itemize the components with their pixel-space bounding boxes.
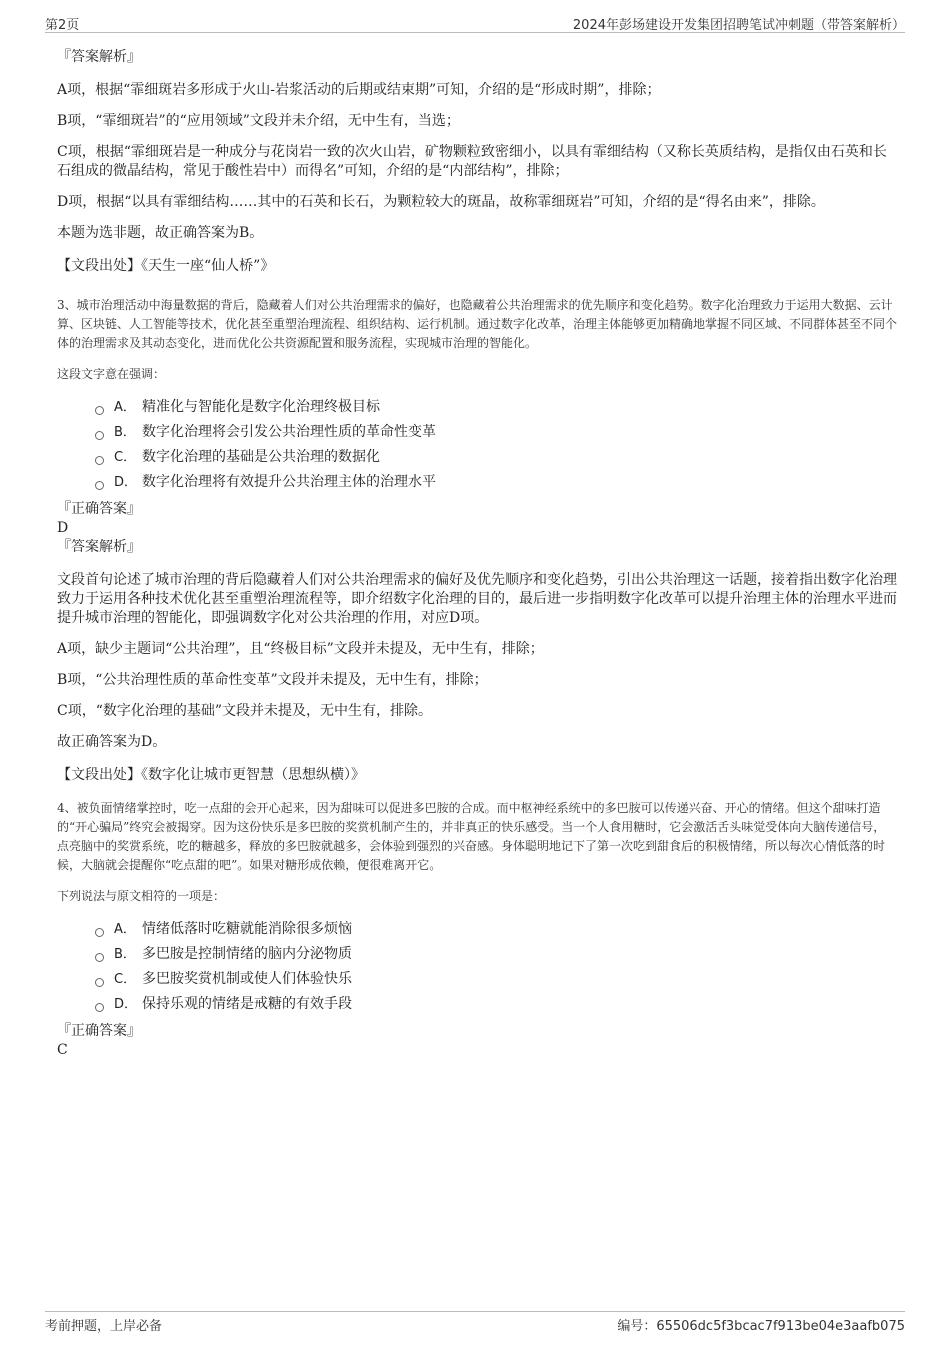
radio-icon[interactable] <box>95 928 104 937</box>
document-id: 编号：65506dc5f3bcac7f913be04e3aafb075 <box>617 1319 905 1334</box>
radio-icon[interactable] <box>95 456 104 465</box>
analysis-line: B项，“霏细斑岩”的“应用领域”文段并未介绍，无中生有，当选； <box>57 113 460 129</box>
footer-slogan: 考前押题，上岸必备 <box>45 1319 163 1334</box>
question-ask: 这段文字意在强调： <box>57 367 166 381</box>
correct-answer: C <box>57 1042 68 1058</box>
analysis-label: 『答案解析』 <box>57 539 141 555</box>
question-ask: 下列说法与原文相符的一项是： <box>57 889 226 903</box>
answer-label: 『正确答案』 <box>57 1023 141 1039</box>
option-b[interactable]: B． 多巴胺是控制情绪的脑内分泌物质 <box>95 945 897 964</box>
answer-label: 『正确答案』 <box>57 501 141 517</box>
option-c[interactable]: C． 数字化治理的基础是公共治理的数据化 <box>95 448 897 467</box>
analysis-line: A项，根据“霏细斑岩多形成于火山-岩浆活动的后期或结束期”可知，介绍的是“形成时期”，排除； <box>57 82 661 98</box>
analysis-conclusion: 本题为选非题，故正确答案为B。 <box>57 225 264 241</box>
analysis-line: C项，“数字化治理的基础”文段并未提及，无中生有，排除。 <box>57 703 433 719</box>
source-note: 【文段出处】《天生一座“仙人桥”》 <box>57 258 275 274</box>
radio-icon[interactable] <box>95 1003 104 1012</box>
options-list <box>95 398 897 492</box>
source-note: 【文段出处】《数字化让城市更智慧（思想纵横）》 <box>57 767 365 783</box>
option-d[interactable]: D． 保持乐观的情绪是戒糖的有效手段 <box>95 995 897 1014</box>
analysis-paragraph: 文段首句论述了城市治理的背后隐藏着人们对公共治理需求的偏好及优先顺序和变化趋势，引出公共治理这一话题，接着指出数字化治理致力于运用各种技术优化甚至重塑治理流程等，即介绍数字化治理的目的，最后进一步指明数字化改革可以提升治理主体的治理水平进而提升城市治理的智能化，即强调数字化对公共治理的作用，对应D项。 <box>57 572 897 626</box>
radio-icon[interactable] <box>95 431 104 440</box>
page-header <box>45 14 905 33</box>
option-d[interactable]: D． 数字化治理将有效提升公共治理主体的治理水平 <box>95 473 897 492</box>
option-c[interactable]: C． 多巴胺奖赏机制或使人们体验快乐 <box>95 970 897 989</box>
question-stem: 4、被负面情绪掌控时，吃一点甜的会开心起来，因为甜味可以促进多巴胺的合成。而中枢神经系统中的多巴胺可以传递兴奋、开心的情绪。但这个甜味打造的“开心骗局”终究会被揭穿。因为这份快乐是多巴胺的奖赏机制产生的，并非真正的快乐感受。当一个人食用糖时，它会激活舌头味觉受体向大脑传递信号，点亮脑中的奖赏系统，吃的糖越多，释放的多巴胺就越多，会体验到强烈的兴奋感。身体聪明地记下了第一次吃到甜食后的积极情绪，所以每次心情低落的时候，大脑就会提醒你“吃点甜的吧”。如果对糖形成依赖，便很难离开它。 <box>57 801 886 872</box>
option-b[interactable]: B． 数字化治理将会引发公共治理性质的革命性变革 <box>95 423 897 442</box>
option-a[interactable]: A． 精准化与智能化是数字化治理终极目标 <box>95 398 897 417</box>
page-content <box>57 46 897 1060</box>
analysis-label: 『答案解析』 <box>57 49 141 65</box>
document-title: 2024年彭场建设开发集团招聘笔试冲刺题（带答案解析） <box>572 18 905 33</box>
radio-icon[interactable] <box>95 481 104 490</box>
radio-icon[interactable] <box>95 406 104 415</box>
option-a[interactable]: A． 情绪低落时吃糖就能消除很多烦恼 <box>95 920 897 939</box>
analysis-line: B项，“公共治理性质的革命性变革”文段并未提及，无中生有，排除； <box>57 672 488 688</box>
radio-icon[interactable] <box>95 953 104 962</box>
analysis-conclusion: 故正确答案为D。 <box>57 734 167 750</box>
correct-answer: D <box>57 520 69 536</box>
analysis-line: A项，缺少主题词“公共治理”，且“终极目标”文段并未提及，无中生有，排除； <box>57 641 544 657</box>
page-number: 第2页 <box>45 18 80 33</box>
page-footer <box>45 1311 905 1334</box>
options-list <box>95 920 897 1014</box>
analysis-line: D项，根据“以具有霏细结构……其中的石英和长石，为颗粒较大的斑晶，故称霏细斑岩”可知，介绍的是“得名由来”，排除。 <box>57 194 825 210</box>
question-stem: 3、城市治理活动中海量数据的背后，隐藏着人们对公共治理需求的偏好，也隐藏着公共治理需求的优先顺序和变化趋势。数字化治理致力于运用大数据、云计算、区块链、人工智能等技术，优化甚至重塑治理流程、组织结构、运行机制。通过数字化改革，治理主体能够更加精确地掌握不同区域、不同群体甚至不同个体的治理需求及其动态变化，进而优化公共资源配置和服务流程，实现城市治理的智能化。 <box>57 298 898 350</box>
analysis-line: C项，根据“霏细斑岩是一种成分与花岗岩一致的次火山岩，矿物颗粒致密细小，以具有霏细结构（又称长英质结构，是指仅由石英和长石组成的微晶结构，常见于酸性岩中）而得名”可知，介绍的是“内部结构”，排除； <box>57 144 887 179</box>
radio-icon[interactable] <box>95 978 104 987</box>
